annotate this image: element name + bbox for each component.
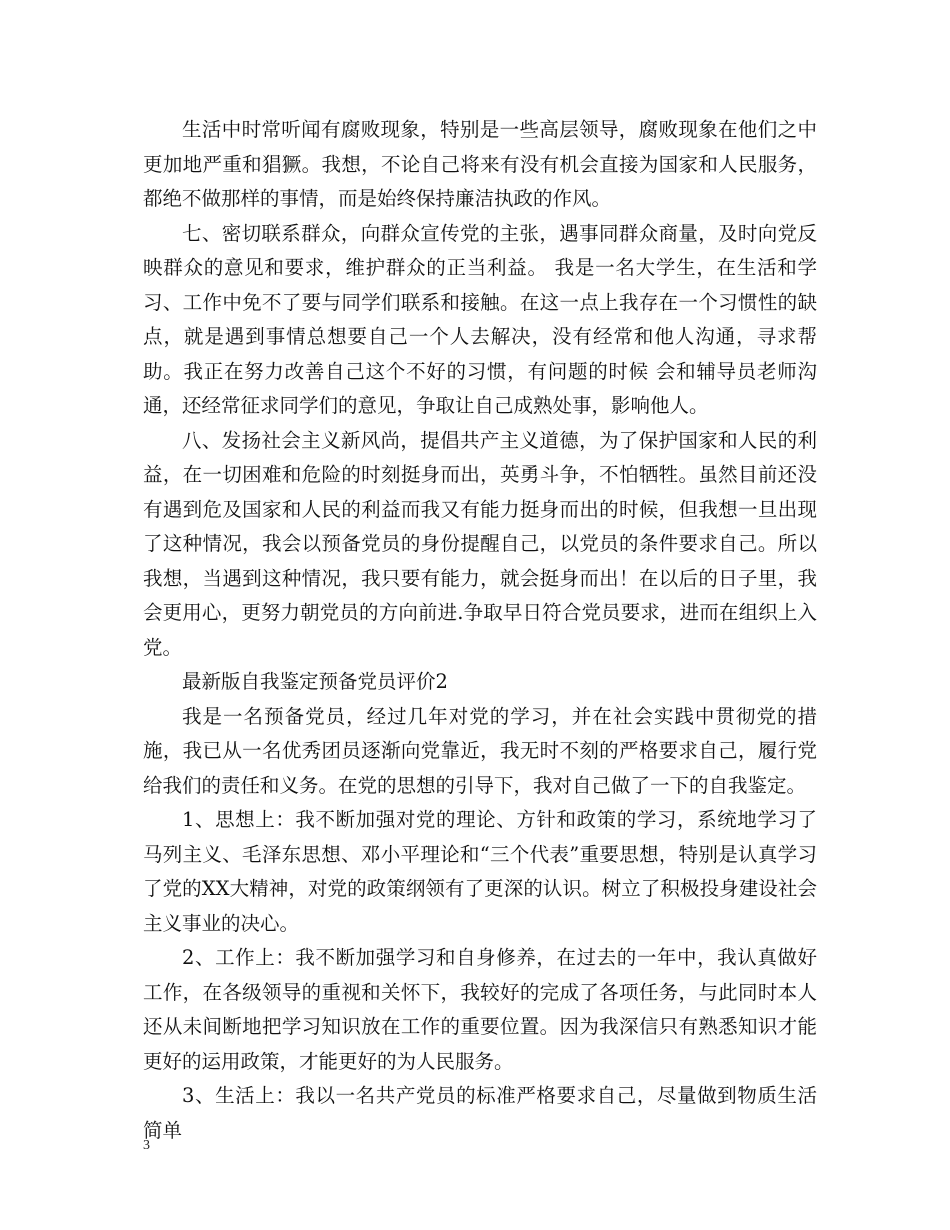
section-heading-evaluation-2: 最新版自我鉴定预备党员评价2: [182, 670, 448, 693]
paragraph-thought: 1、思想上：我不断加强对党的理论、方针和政策的学习，系统地学习了马列主义、毛泽东思想、邓小平理论和“三个代表”重要思想，特别是认真学习了党的XX大精神，对党的政策纲领有了更深的认识。树立了积极投身建设社会主义事业的决心。: [143, 808, 817, 935]
paragraph-life: 3、生活上：我以一名共产党员的标准严格要求自己，尽量做到物质生活简单: [143, 1084, 817, 1142]
paragraph-section-seven: 七、密切联系群众，向群众宣传党的主张，遇事同群众商量，及时向党反映群众的意见和要求，维护群众的正当利益。 我是一名大学生，在生活和学习、工作中免不了要与同学们联系和接触。在这一点上我存在一个习惯性的缺点，就是遇到事情总想要自己一个人去解决，没有经常和他人沟通，寻求帮助。我正在努力改善自己这个不好的习惯，有问题的时候 会和辅导员老师沟通，还经常征求同学们的意见，争取让自己成熟处事，影响他人。: [143, 221, 817, 417]
paragraph-intro: 我是一名预备党员，经过几年对党的学习，并在社会实践中贯彻党的措施，我已从一名优秀团员逐渐向党靠近，我无时不刻的严格要求自己，履行党给我们的责任和义务。在党的思想的引导下，我对自己做了一下的自我鉴定。: [143, 704, 817, 797]
paragraph-corruption: 生活中时常听闻有腐败现象，特别是一些高层领导，腐败现象在他们之中更加地严重和猖獗。我想，不论自己将来有没有机会直接为国家和人民服务，都绝不做那样的事情，而是始终保持廉洁执政的作风。: [143, 118, 817, 210]
paragraph-work: 2、工作上：我不断加强学习和自身修养，在过去的一年中，我认真做好工作，在各级领导的重视和关怀下，我较好的完成了各项任务，与此同时本人还从未间断地把学习知识放在工作的重要位置。因为我深信只有熟悉知识才能更好的运用政策，才能更好的为人民服务。: [143, 946, 817, 1073]
paragraph-section-eight: 八、发扬社会主义新风尚，提倡共产主义道德，为了保护国家和人民的利益，在一切困难和危险的时刻挺身而出，英勇斗争，不怕牺牲。虽然目前还没有遇到危及国家和人民的利益而我又有能力挺身而出的时候，但我想一旦出现了这种情况，我会以预备党员的身份提醒自己，以党员的条件要求自己。所以我想，当遇到这种情况，我只要有能力，就会挺身而出！在以后的日子里，我会更用心，更努力朝党员的方向前进.争取早日符合党员要求，进而在组织上入党。: [143, 428, 817, 659]
document-body: [143, 113, 817, 1148]
page-number: 3: [143, 1138, 150, 1153]
